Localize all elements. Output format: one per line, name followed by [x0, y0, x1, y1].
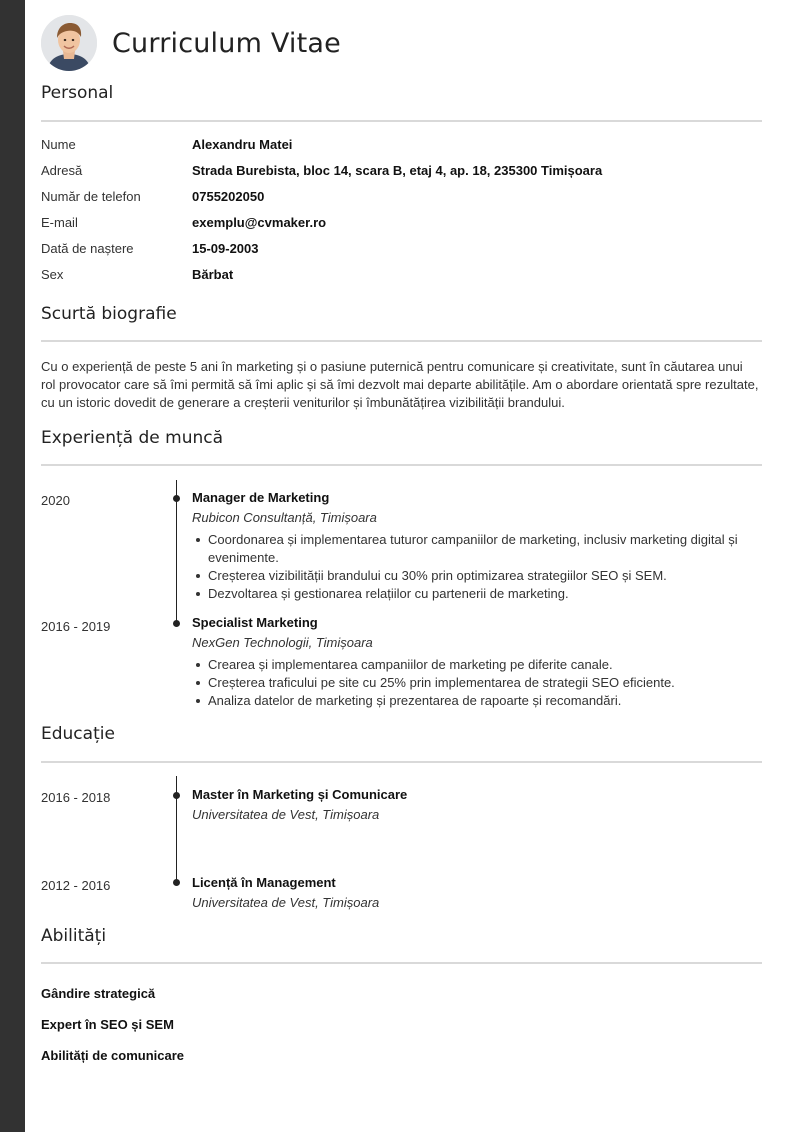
divider — [41, 464, 762, 466]
education-school: Universitatea de Vest, Timișoara — [192, 895, 380, 910]
skill-item: Abilități de comunicare — [41, 1048, 185, 1063]
field-value: exemplu@cvmaker.ro — [192, 215, 327, 230]
divider — [41, 962, 762, 964]
list-item: Creșterea vizibilității brandului cu 30% prin optimizarea strategiilor SEO și SEM. — [192, 567, 762, 585]
experience-title: Manager de Marketing — [192, 490, 330, 505]
experience-company: NexGen Technologii, Timișoara — [192, 635, 373, 650]
list-item: Dezvoltarea și gestionarea relațiilor cu partenerii de marketing. — [192, 585, 762, 603]
field-label: Sex — [41, 267, 64, 282]
experience-date: 2016 - 2019 — [41, 619, 111, 634]
list-item: Analiza datelor de marketing și prezentarea de rapoarte și recomandări. — [192, 692, 762, 710]
bio-text: Cu o experiență de peste 5 ani în marketing și o pasiune puternică pentru comunicare și creativitate, sunt în căutarea unui rol provocator care să îmi permită să îmi aplic și să îmi dezvolt mai departe abilitățile. Am o abordare orientată spre rezultate, cu un istoric dovedit de generare a creșterii veniturilor și îmbunătățirea vizibilității brandului. — [41, 359, 759, 410]
experience-bullets — [192, 531, 762, 603]
list-item: Crearea și implementarea campaniilor de marketing pe diferite canale. — [192, 656, 762, 674]
experience-date: 2020 — [41, 493, 70, 508]
field-label: Nume — [41, 137, 76, 152]
timeline-dot — [173, 495, 180, 502]
divider — [41, 761, 762, 763]
education-date: 2016 - 2018 — [41, 790, 111, 805]
education-title: Master în Marketing și Comunicare — [192, 787, 408, 802]
left-sidebar-bar — [0, 0, 25, 1132]
section-title-bio: Scurtă biografie — [41, 304, 177, 324]
cv-header — [41, 14, 341, 72]
avatar — [41, 15, 97, 71]
field-label: Adresă — [41, 163, 83, 178]
field-label: Dată de naștere — [41, 241, 134, 256]
field-value: 0755202050 — [192, 189, 265, 204]
section-title-skills: Abilități — [41, 926, 107, 946]
experience-title: Specialist Marketing — [192, 615, 318, 630]
section-title-education: Educație — [41, 724, 115, 744]
skill-item: Expert în SEO și SEM — [41, 1017, 174, 1032]
section-title-experience: Experiență de muncă — [41, 428, 224, 448]
profile-photo-icon — [41, 15, 97, 71]
section-title-personal: Personal — [41, 83, 114, 103]
education-title: Licență în Management — [192, 875, 336, 890]
field-value: Strada Burebista, bloc 14, scara B, etaj 4, ap. 18, 235300 Timișoara — [192, 163, 603, 178]
field-value: Bărbat — [192, 267, 234, 282]
skill-item: Gândire strategică — [41, 986, 156, 1001]
timeline-dot — [173, 792, 180, 799]
field-value: Alexandru Matei — [192, 137, 293, 152]
divider — [41, 340, 762, 342]
timeline-dot — [173, 879, 180, 886]
page-title: Curriculum Vitae — [112, 27, 341, 59]
field-label: E-mail — [41, 215, 78, 230]
list-item: Creșterea traficului pe site cu 25% prin implementarea de strategii SEO eficiente. — [192, 674, 762, 692]
divider — [41, 120, 762, 122]
field-value: 15-09-2003 — [192, 241, 259, 256]
education-date: 2012 - 2016 — [41, 878, 111, 893]
experience-company: Rubicon Consultanță, Timișoara — [192, 510, 377, 525]
list-item: Coordonarea și implementarea tuturor campaniilor de marketing, inclusiv marketing digital și evenimente. — [192, 531, 762, 567]
experience-bullets — [192, 656, 762, 710]
field-label: Număr de telefon — [41, 189, 141, 204]
education-school: Universitatea de Vest, Timișoara — [192, 807, 380, 822]
timeline-dot — [173, 620, 180, 627]
